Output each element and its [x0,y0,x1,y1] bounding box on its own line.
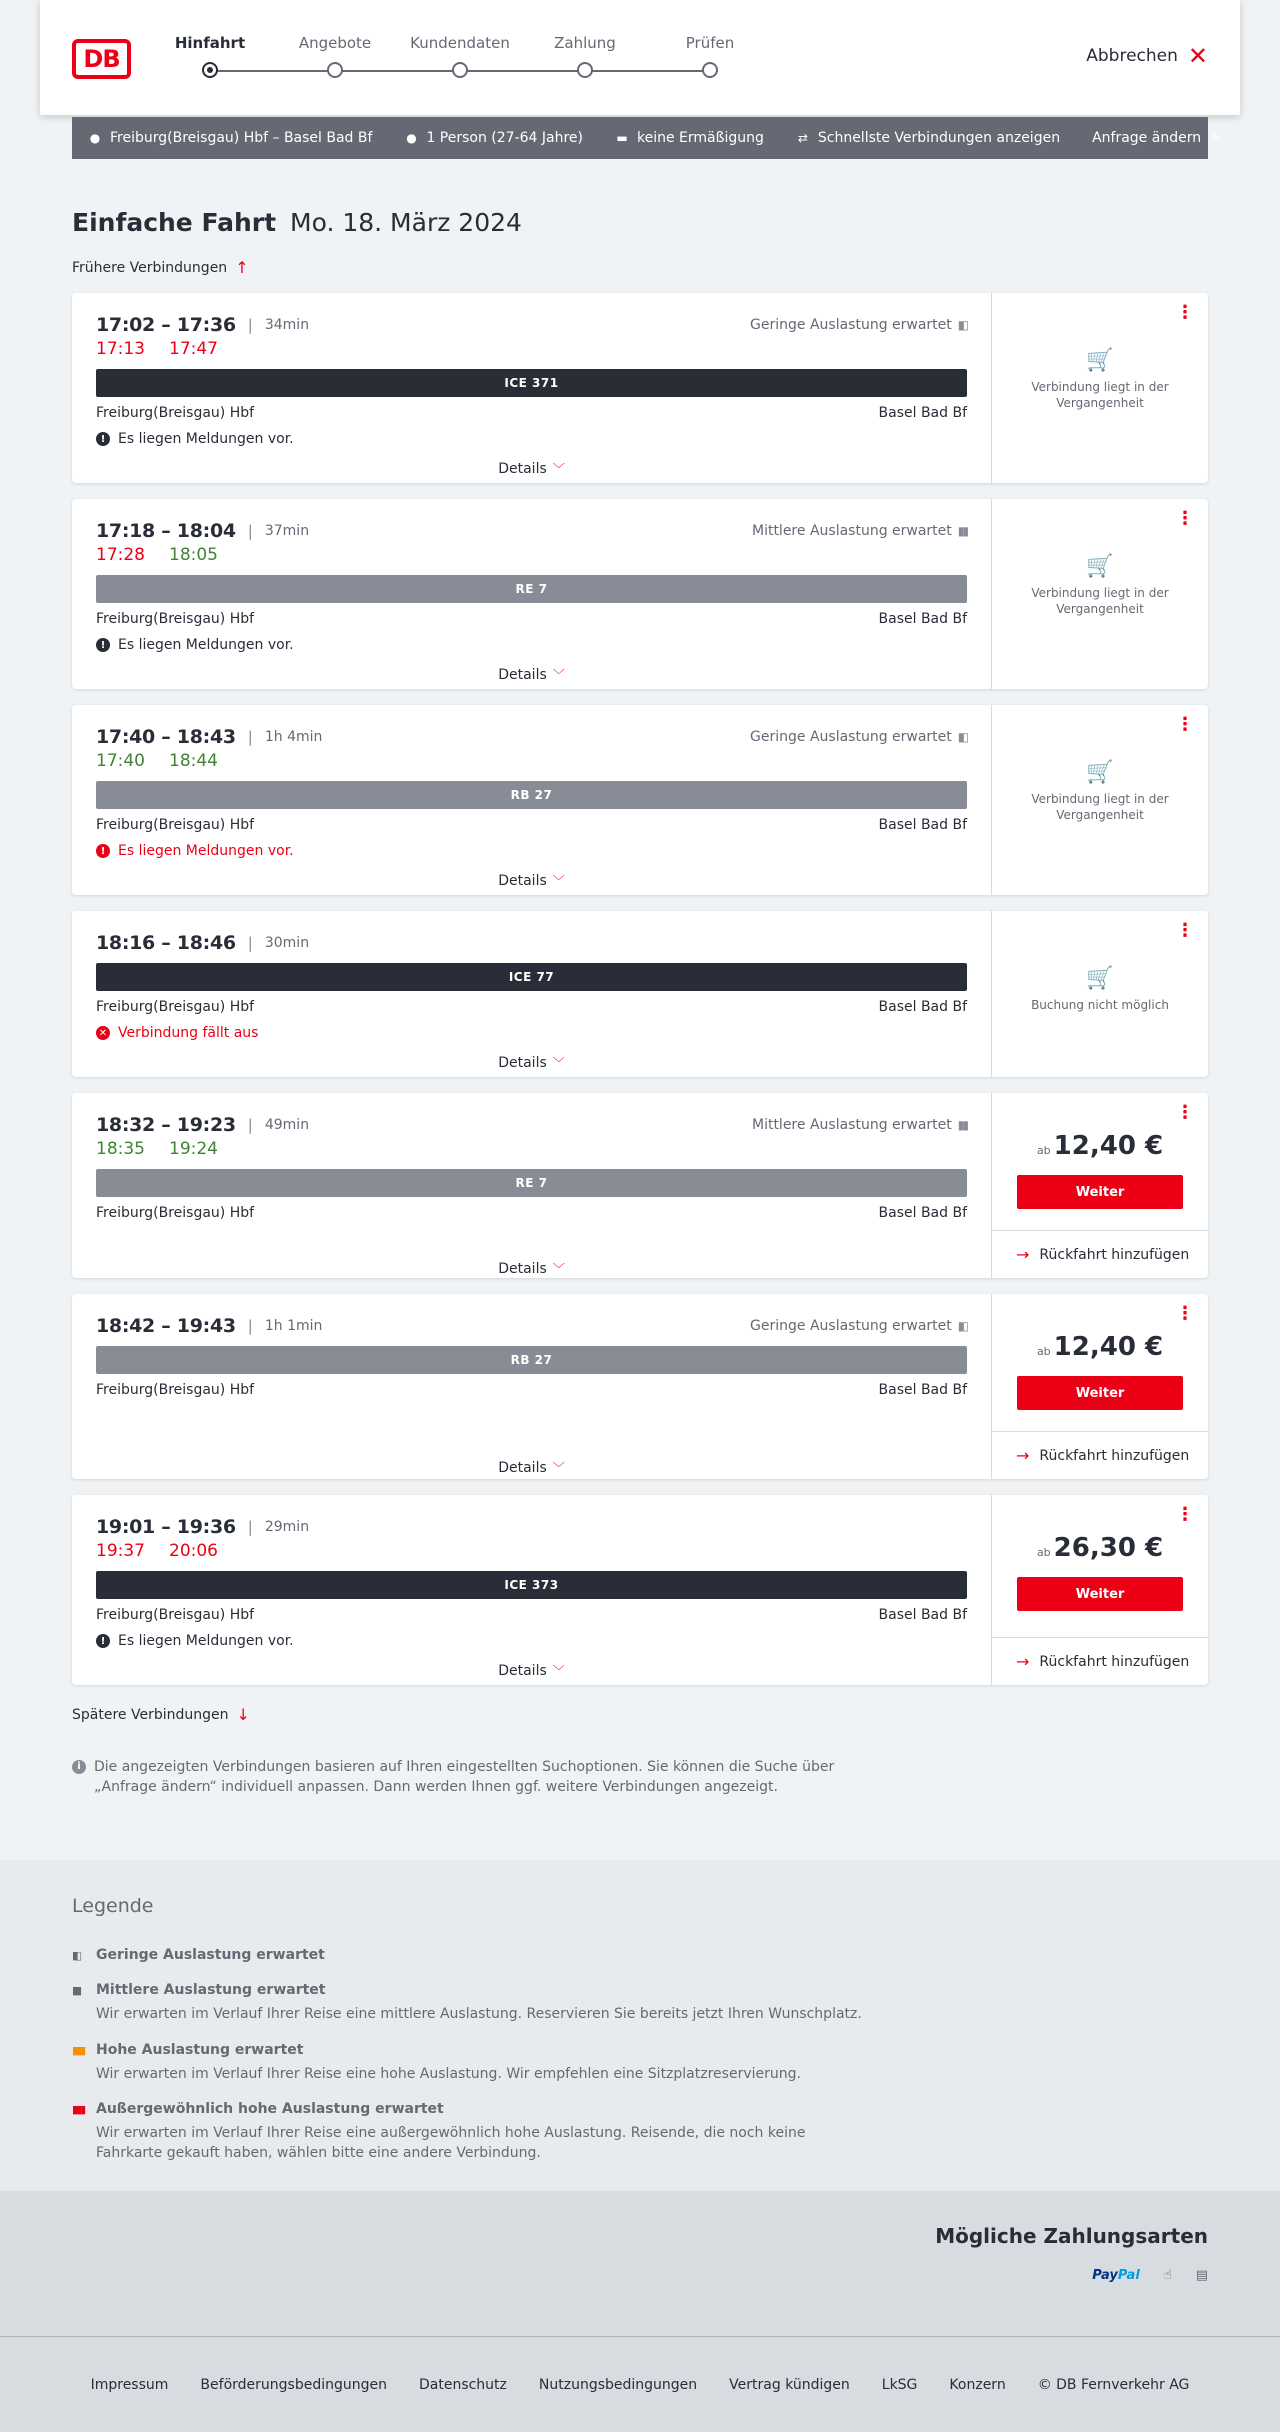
footer-link-datenschutz[interactable]: Datenschutz [418,2376,507,2393]
cancelled-icon: ✕ [96,1026,110,1040]
summary-option-label: Schnellste Verbindungen anzeigen [817,130,1061,146]
past-connection-notice [992,348,1208,411]
chevron-down-icon: ﹀ [552,1664,565,1678]
realtime-arrival: 17:47 [169,339,218,359]
realtime-row [96,751,967,773]
occupancy-indicator [750,729,967,745]
edit-request-button[interactable] [1092,130,1223,146]
price: 26,30 € [1053,1533,1164,1563]
connection-times-row [96,1515,967,1539]
arrow-up-icon: ↑ [235,258,249,277]
db-logo[interactable]: DB [72,39,131,79]
occupancy-medium-icon: ▮▮ [72,1983,81,1997]
legend-item-title: Mittlere Auslastung erwartet [96,1982,326,1998]
step-dot [452,62,468,78]
planned-times: 17:18 – 18:04 [96,520,236,542]
contactless-card-icon: ☝ [1163,2268,1172,2283]
duration: 49min [264,1117,310,1133]
step-label: Prüfen [685,34,735,52]
add-return-label: Rückfahrt hinzufügen [1039,1246,1190,1263]
booking-unavailable-text: Buchung nicht möglich [1031,998,1169,1012]
origin-station: Freiburg(Breisgau) Hbf [96,1205,255,1221]
realtime-row [96,545,967,567]
train-segment-bar[interactable]: ICE 77 [96,963,967,991]
divider: | [247,1317,253,1335]
notice-text: Es liegen Meldungen vor. [118,431,294,447]
price-prefix: ab [1036,1546,1051,1559]
stations-row [96,1205,967,1223]
train-segment-bar[interactable]: ICE 373 [96,1571,967,1599]
search-summary-bar [72,117,1222,159]
chevron-down-icon: ﹀ [552,462,565,476]
realtime-row [96,1139,967,1161]
duration: 34min [264,317,310,333]
planned-times: 17:40 – 18:43 [96,726,236,748]
continue-button[interactable]: Weiter [1017,1376,1183,1410]
train-segment-bar[interactable]: RE 7 [96,1169,967,1197]
arrow-right-icon: → [1016,1652,1030,1671]
summary-travellers-label: 1 Person (27-64 Jahre) [426,130,583,146]
connection-card[interactable] [72,293,1208,483]
legend-item-head [72,1947,872,1963]
realtime-departure: 17:40 [96,751,145,771]
summary-route [88,130,372,146]
step-pruefen [650,34,770,78]
arrow-down-icon: ↓ [236,1705,250,1724]
details-toggle[interactable] [96,1650,967,1691]
occupancy-indicator [752,1117,967,1133]
divider: | [247,522,253,540]
footer-copyright[interactable]: © DB Fernverkehr AG [1037,2376,1190,2393]
connection-notice-empty [96,1230,967,1248]
close-icon: ✕ [1187,42,1208,70]
progress-stepper [40,0,1240,115]
realtime-departure: 19:37 [96,1541,145,1561]
connection-card[interactable] [72,1093,1208,1278]
planned-times: 18:16 – 18:46 [96,932,236,954]
legend-item-high [72,2042,872,2084]
realtime-departure: 17:13 [96,339,145,359]
info-icon: i [72,1760,86,1774]
connection-offer [992,911,1208,1077]
price-prefix: ab [1036,1144,1051,1157]
realtime-arrival: 19:24 [169,1139,218,1159]
arrow-right-icon: → [1016,1446,1030,1465]
realtime-departure: 17:28 [96,545,145,565]
notice-text: Es liegen Meldungen vor. [118,1633,294,1649]
realtime-arrival: 20:06 [169,1541,218,1561]
cart-unavailable-icon: 🛒 [1086,554,1114,579]
page-title [72,208,522,237]
details-label: Details [498,461,547,477]
train-segment-bar[interactable]: ICE 371 [96,369,967,397]
price: 12,40 € [1053,1332,1164,1362]
duration: 1h 4min [264,729,323,745]
summary-travellers [404,130,583,146]
planned-times: 18:32 – 19:23 [96,1114,236,1136]
step-dot [327,62,343,78]
later-connections-label: Spätere Verbindungen [72,1706,229,1723]
price: 12,40 € [1053,1131,1164,1161]
details-label: Details [498,1261,547,1277]
more-options-icon[interactable]: ⋮ [1176,302,1194,323]
legend-item-low [72,1947,872,1963]
trip-date: Mo. 18. März 2024 [290,208,522,237]
details-toggle[interactable] [96,860,967,901]
past-connection-text: Verbindung liegt in der Vergangenheit [1031,792,1169,822]
realtime-row [96,1541,967,1563]
connection-card[interactable] [72,1495,1208,1685]
connection-card[interactable] [72,1294,1208,1479]
divider: | [247,728,253,746]
legend-item-head [72,2042,872,2058]
step-zahlung [525,34,645,78]
details-toggle[interactable] [96,1248,967,1289]
step-label: Angebote [298,34,372,52]
occupancy-low-icon: ▮▯ [957,318,967,332]
footer-link-lksg[interactable]: LkSG [881,2376,918,2393]
occupancy-very-high-icon: ▮▮▮ [72,2102,85,2116]
connection-offer [992,499,1208,689]
legend-title: Legende [72,1895,154,1917]
past-connection-notice [992,554,1208,617]
connection-offer [992,705,1208,895]
legend-item-title: Hohe Auslastung erwartet [96,2042,304,2058]
paypal-logo [1092,2268,1139,2283]
connection-notice [96,1024,967,1042]
search-info-note [72,1757,862,1797]
step-angebote [275,34,395,78]
step-hinfahrt [150,34,270,78]
cart-unavailable-icon: 🛒 [1086,348,1114,373]
occupancy-low-icon: ▮▯ [957,1319,967,1333]
connection-card[interactable] [72,911,1208,1077]
pencil-icon: ✎ [1211,131,1222,145]
continue-button[interactable]: Weiter [1017,1577,1183,1611]
occupancy-high-icon: ▮▮▮ [72,2043,85,2057]
search-info-text: Die angezeigten Verbindungen basieren auf Ihren eingestellten Suchoptionen. Sie können die Suche über „Anfrage ändern“ individuell anpassen. Dann werden Ihnen ggf. weitere Verbindungen angezeigt. [94,1759,835,1795]
alert-icon: ! [96,432,110,446]
more-options-icon[interactable]: ⋮ [1176,920,1194,941]
footer-link-befoerderungsbedingungen[interactable]: Beförderungsbedingungen [200,2376,387,2393]
duration: 1h 1min [264,1318,323,1334]
divider: | [247,316,253,334]
cart-unavailable-icon: 🛒 [1086,966,1114,991]
planned-times: 19:01 – 19:36 [96,1516,236,1538]
stations-row [96,1382,967,1400]
add-return-trip-link[interactable] [992,1431,1208,1479]
alert-icon: ! [96,638,110,652]
swap-arrows-icon: ⇄ [797,131,808,145]
details-toggle[interactable] [96,654,967,695]
summary-discount-label: keine Ermäßigung [637,130,764,146]
arrow-right-icon: → [1016,1245,1030,1264]
legend-item-very-high [72,2101,872,2163]
origin-station: Freiburg(Breisgau) Hbf [96,1607,255,1623]
earlier-connections-label: Frühere Verbindungen [72,259,228,276]
realtime-row [96,339,967,361]
occupancy-indicator [752,523,967,539]
occupancy-low-icon: ▮▯ [957,730,967,744]
legend-item-desc: Wir erwarten im Verlauf Ihrer Reise eine außergewöhnlich hohe Auslastung. Reisende, die noch keine Fahrkarte gekauft haben, wählen bitte eine andere Verbindung. [96,2125,806,2161]
add-return-trip-link[interactable] [992,1230,1208,1278]
paypal-logo-text-b: Pal [1117,2268,1140,2283]
continue-button[interactable]: Weiter [1017,1175,1183,1209]
connection-card[interactable] [72,499,1208,689]
duration: 30min [264,935,310,951]
details-toggle[interactable] [96,1447,967,1488]
add-return-label: Rückfahrt hinzufügen [1039,1653,1190,1670]
occupancy-medium-icon: ▮▮ [957,524,967,538]
details-label: Details [498,1460,547,1476]
cart-unavailable-icon: 🛒 [1086,760,1114,785]
legend-item-desc: Wir erwarten im Verlauf Ihrer Reise eine hohe Auslastung. Wir empfehlen eine Sitzplatzreservierung. [96,2066,801,2082]
connection-main [72,1294,992,1479]
origin-station: Freiburg(Breisgau) Hbf [96,405,255,421]
connection-card[interactable] [72,705,1208,895]
connection-notice [96,430,967,448]
connection-offer [992,1294,1208,1479]
footer-link-impressum[interactable]: Impressum [90,2376,169,2393]
paypal-logo-text-a: Pay [1092,2268,1118,2283]
header [40,0,1240,115]
add-return-label: Rückfahrt hinzufügen [1039,1447,1190,1464]
notice-text: Es liegen Meldungen vor. [118,637,294,653]
connection-offer [992,1495,1208,1685]
step-dot [202,62,218,78]
price-prefix: ab [1036,1345,1051,1358]
details-label: Details [498,667,547,683]
origin-station: Freiburg(Breisgau) Hbf [96,817,255,833]
connection-notice-empty [96,1407,967,1447]
destination-station: Basel Bad Bf [878,1382,967,1398]
destination-station: Basel Bad Bf [878,611,967,627]
earlier-connections-link[interactable] [72,258,249,277]
destination-station: Basel Bad Bf [878,817,967,833]
divider: | [247,934,253,952]
occupancy-label: Geringe Auslastung erwartet [750,317,952,333]
connection-main [72,293,992,483]
destination-station: Basel Bad Bf [878,1205,967,1221]
chevron-down-icon: ﹀ [552,1056,565,1070]
chevron-down-icon: ﹀ [552,874,565,888]
payment-icons [1092,2268,1208,2283]
legend-section [0,1860,1280,2191]
occupancy-indicator [750,1318,967,1334]
trip-type-title: Einfache Fahrt [72,208,277,237]
stations-row [96,611,967,629]
occupancy-label: Geringe Auslastung erwartet [750,1318,952,1334]
past-connection-text: Verbindung liegt in der Vergangenheit [1031,586,1169,616]
connection-main [72,499,992,689]
step-label: Hinfahrt [174,34,246,52]
chevron-down-icon: ﹀ [552,1262,565,1276]
details-label: Details [498,1663,547,1679]
legend-item-desc: Wir erwarten im Verlauf Ihrer Reise eine mittlere Auslastung. Reservieren Sie bereits jetzt Ihren Wunschplatz. [96,2006,862,2022]
step-label: Zahlung [554,34,616,52]
occupancy-label: Mittlere Auslastung erwartet [751,523,952,539]
occupancy-medium-icon: ▮▮ [957,1118,967,1132]
alert-icon: ! [96,1634,110,1648]
more-options-icon[interactable]: ⋮ [1176,1504,1194,1525]
edit-request-label: Anfrage ändern [1092,130,1202,146]
more-options-icon[interactable]: ⋮ [1176,714,1194,735]
step-kundendaten [400,34,520,78]
legend-item-medium [72,1982,872,2024]
payment-methods-section [0,2191,1280,2336]
booking-unavailable-notice [992,966,1208,1013]
destination-station: Basel Bad Bf [878,405,967,421]
payment-methods-title: Mögliche Zahlungsarten [935,2224,1208,2248]
origin-station: Freiburg(Breisgau) Hbf [96,1382,255,1398]
occupancy-indicator [750,317,967,333]
connection-offer [992,1093,1208,1278]
duration: 29min [264,1519,310,1535]
bahncard-icon: ▬ [616,131,628,145]
add-return-trip-link[interactable] [992,1637,1208,1685]
connection-offer [992,293,1208,483]
cancel-label: Abbrechen [1086,46,1178,66]
past-connection-text: Verbindung liegt in der Vergangenheit [1031,380,1169,410]
stations-row [96,405,967,423]
more-options-icon[interactable]: ⋮ [1176,1303,1194,1324]
origin-station: Freiburg(Breisgau) Hbf [96,611,255,627]
step-label: Kundendaten [410,34,510,52]
connection-main [72,1495,992,1685]
occupancy-label: Mittlere Auslastung erwartet [751,1117,952,1133]
invoice-icon: ▤ [1195,2268,1208,2283]
origin-station: Freiburg(Breisgau) Hbf [96,999,255,1015]
connection-notice [96,636,967,654]
occupancy-low-icon: ▮▯ [72,1948,81,1962]
location-pin-icon: ● [89,131,101,145]
person-icon: ● [406,131,417,145]
legend-item-head [72,1982,872,1998]
footer-link-konzern[interactable]: Konzern [949,2376,1006,2393]
more-options-icon[interactable]: ⋮ [1176,1102,1194,1123]
summary-route-label: Freiburg(Breisgau) Hbf – Basel Bad Bf [110,130,373,146]
stations-row [96,817,967,835]
past-connection-notice [992,760,1208,823]
realtime-departure: 18:35 [96,1139,145,1159]
destination-station: Basel Bad Bf [878,999,967,1015]
connection-main [72,705,992,895]
alert-icon: ! [96,844,110,858]
realtime-arrival: 18:05 [169,545,218,565]
train-segment-bar[interactable]: RB 27 [96,781,967,809]
connection-main [72,1093,992,1278]
details-toggle[interactable] [96,448,967,489]
train-segment-bar[interactable]: RB 27 [96,1346,967,1374]
cancel-button[interactable] [1086,42,1208,70]
later-connections-link[interactable] [72,1705,250,1724]
legend-item-head [72,2101,872,2117]
connection-notice [96,842,967,860]
connection-main [72,911,992,1077]
details-toggle[interactable] [96,1042,967,1083]
stations-row [96,999,967,1017]
train-segment-bar[interactable]: RE 7 [96,575,967,603]
divider: | [247,1518,253,1536]
legend-item-title: Außergewöhnlich hohe Auslastung erwartet [96,2101,444,2117]
connection-notice [96,1632,967,1650]
duration: 37min [264,523,310,539]
realtime-arrival: 18:44 [169,751,218,771]
more-options-icon[interactable]: ⋮ [1176,508,1194,529]
planned-times: 18:42 – 19:43 [96,1315,236,1337]
step-dot [577,62,593,78]
connection-times-row [96,931,967,955]
planned-times: 17:02 – 17:36 [96,314,236,336]
legend-item-title: Geringe Auslastung erwartet [96,1947,325,1963]
destination-station: Basel Bad Bf [878,1607,967,1623]
details-label: Details [498,873,547,889]
summary-option [796,130,1060,146]
footer [0,2336,1280,2432]
divider: | [247,1116,253,1134]
connection-list [72,293,1208,1701]
summary-discount [615,130,764,146]
stations-row [96,1607,967,1625]
footer-link-vertrag-kuendigen[interactable]: Vertrag kündigen [729,2376,850,2393]
chevron-down-icon: ﹀ [552,668,565,682]
notice-text: Verbindung fällt aus [118,1025,259,1041]
step-dot [702,62,718,78]
details-label: Details [498,1055,547,1071]
footer-link-nutzungsbedingungen[interactable]: Nutzungsbedingungen [538,2376,698,2393]
notice-text: Es liegen Meldungen vor. [118,843,294,859]
occupancy-label: Geringe Auslastung erwartet [750,729,952,745]
chevron-down-icon: ﹀ [552,1461,565,1475]
